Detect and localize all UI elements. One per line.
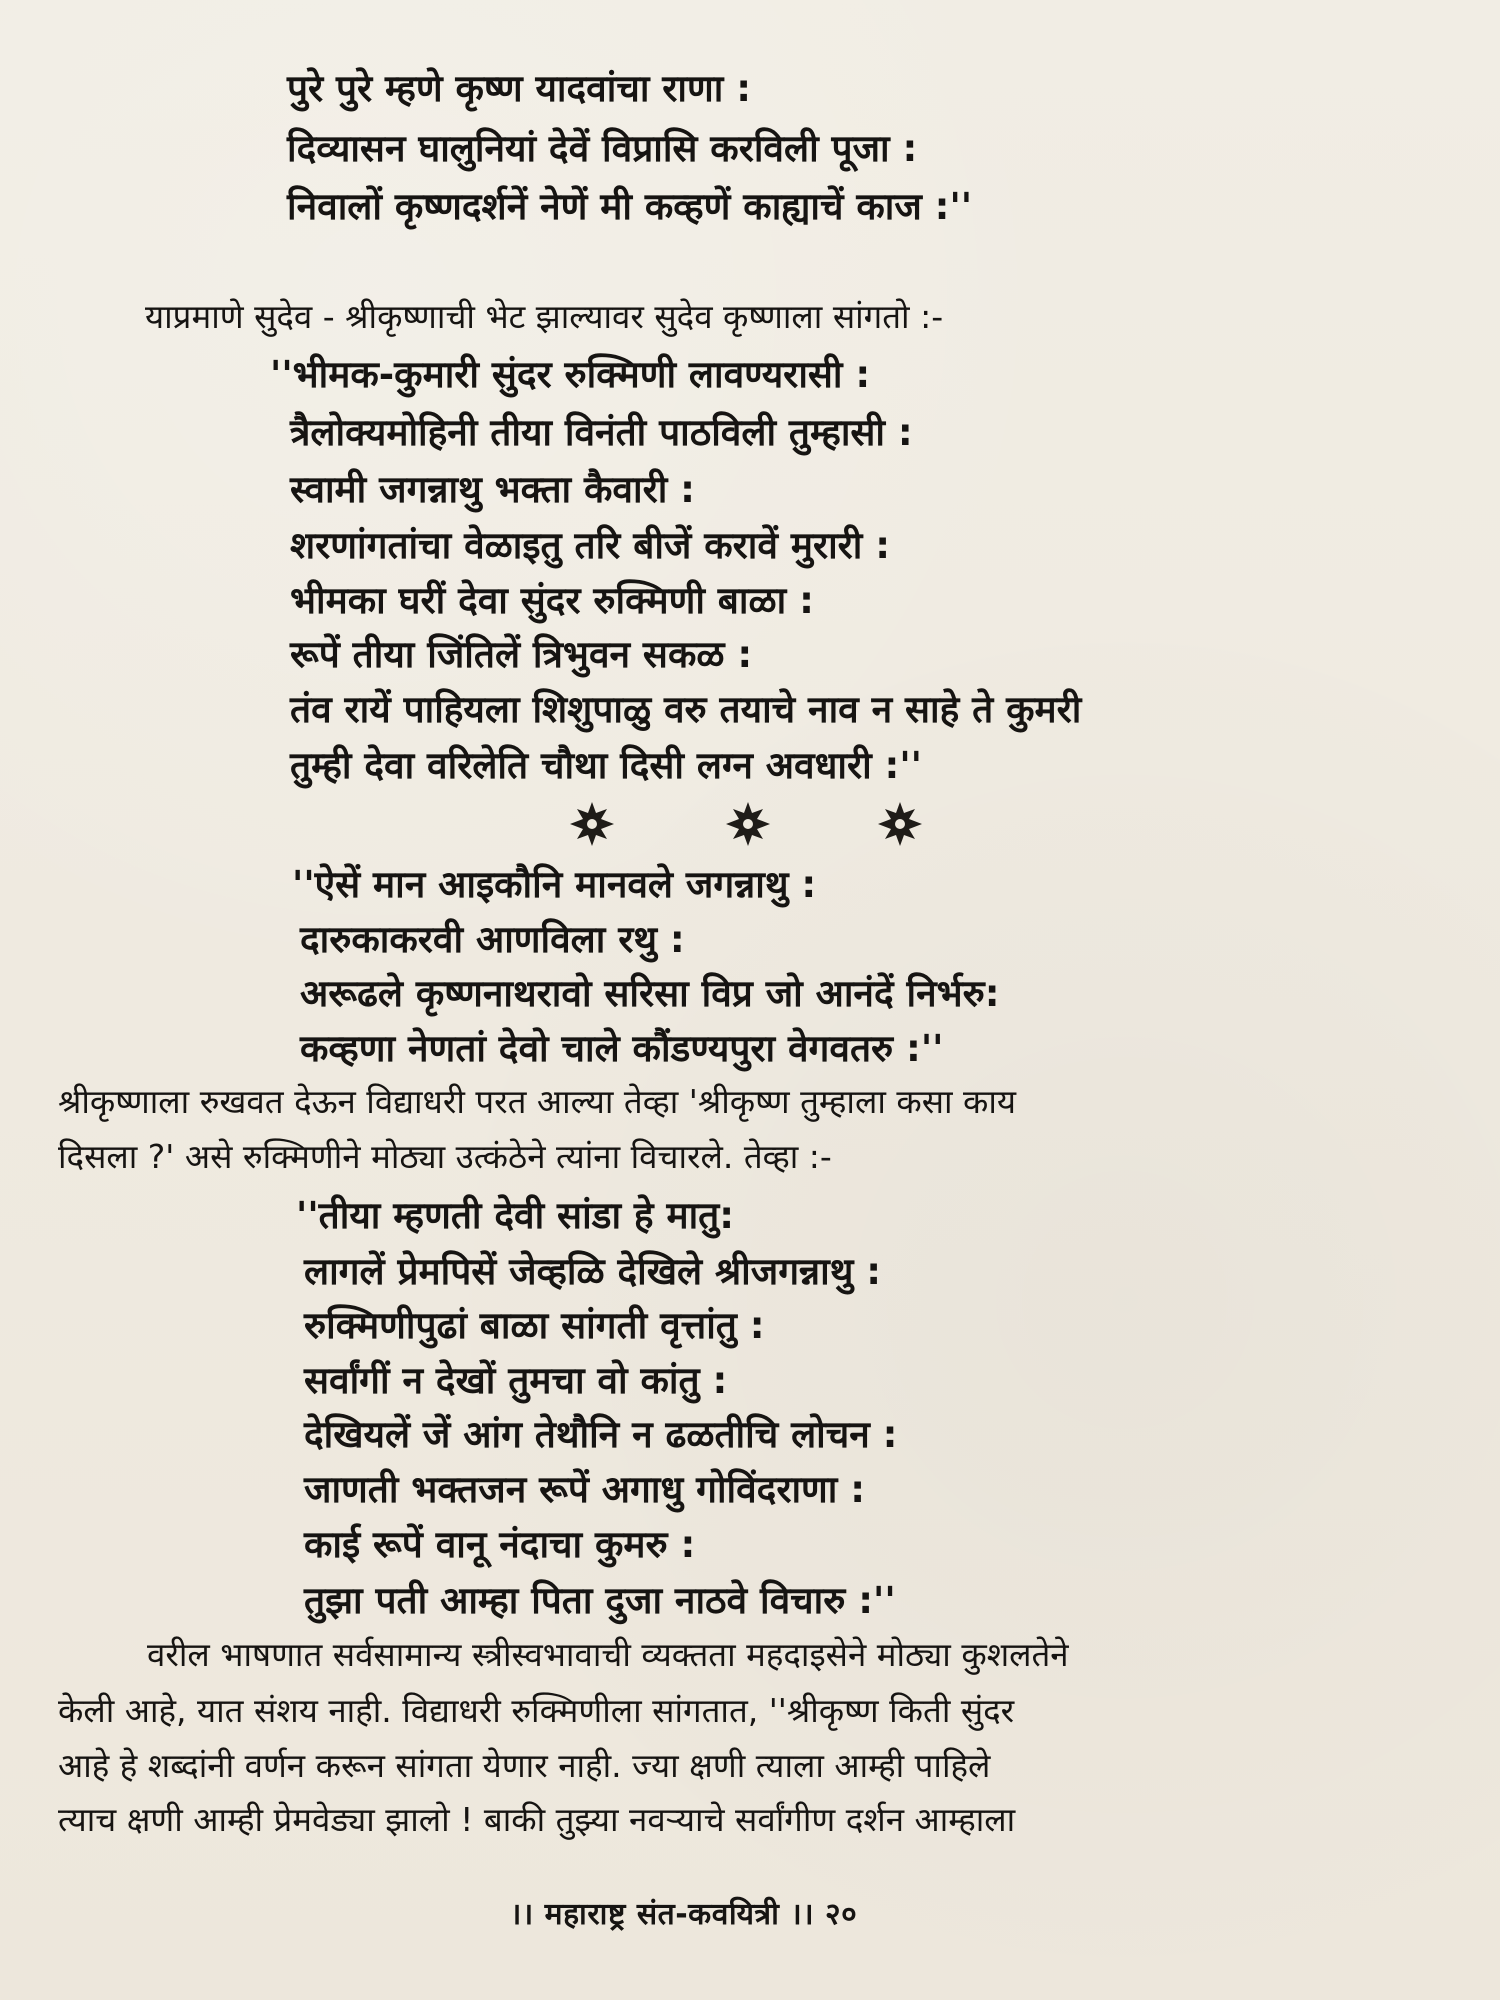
- verse-line-4: ''भीमक-कुमारी सुंदर रुक्मिणी लावण्यरासी :: [270, 353, 871, 396]
- verse-line-8: भीमका घरीं देवा सुंदर रुक्मिणी बाळा :: [290, 579, 814, 622]
- verse-line-1: पुरे पुरे म्हणे कृष्ण यादवांचा राणा :: [287, 67, 752, 110]
- verse-line-22: काई रूपें वानू नंदाचा कुमरु :: [304, 1523, 696, 1566]
- paragraph-line-2: केली आहे, यात संशय नाही. विद्याधरी रुक्मिणीला सांगतात, ''श्रीकृष्ण किती सुंदर: [58, 1691, 1015, 1730]
- verse-line-3: निवालों कृष्णदर्शनें नेणें मी कव्हणें काह्याचें काज :'': [287, 185, 973, 228]
- verse-line-9: रूपें तीया जिंतिलें त्रिभुवन सकळ :: [290, 633, 753, 676]
- verse-line-12: ''ऐसें मान आइकौनि मानवले जगन्नाथु :: [292, 863, 817, 906]
- verse-line-6: स्वामी जगन्नाथु भक्ता कैवारी :: [290, 468, 695, 511]
- verse-line-14: अरूढले कृष्णनाथरावो सरिसा विप्र जो आनंदें निर्भरु:: [300, 972, 1000, 1015]
- ornament-icon: [724, 800, 772, 848]
- verse-line-2: दिव्यासन घालुनियां देवें विप्रासि करविली पूजा :: [287, 127, 918, 170]
- paragraph-line-1: वरील भाषणात सर्वसामान्य स्त्रीस्वभावाची व्यक्तता महदाइसेने मोठ्या कुशलतेने: [147, 1635, 1069, 1674]
- verse-line-11: तुम्ही देवा वरिलेति चौथा दिसी लग्न अवधारी :'': [290, 744, 923, 787]
- verse-line-21: जाणती भक्तजन रूपें अगाधु गोविंदराणा :: [304, 1468, 866, 1511]
- verse-line-5: त्रैलोक्यमोहिनी तीया विनंती पाठविली तुम्हासी :: [290, 411, 913, 454]
- paragraph-line-3: आहे हे शब्दांनी वर्णन करून सांगता येणार नाही. ज्या क्षणी त्याला आम्ही पाहिले: [58, 1746, 991, 1785]
- verse-line-17: लागलें प्रेमपिसें जेव्हळि देखिले श्रीजगन्नाथु :: [304, 1250, 882, 1293]
- verse-line-7: शरणांगतांचा वेळाइतु तरि बीजें करावें मुरारी :: [290, 524, 891, 567]
- verse-line-19: सर्वांगीं न देखों तुमचा वो कांतु :: [304, 1359, 728, 1402]
- page-footer: ।। महाराष्ट्र संत-कवयित्री ।। २०: [510, 1897, 858, 1932]
- prose-intro-line: याप्रमाणे सुदेव - श्रीकृष्णाची भेट झाल्यावर सुदेव कृष्णाला सांगतो :-: [145, 297, 944, 336]
- verse-line-10: तंव रायें पाहियला शिशुपाळु वरु तयाचे नाव न साहे ते कुमरी: [290, 688, 1082, 731]
- verse-line-16: ''तीया म्हणती देवी सांडा हे मातु:: [296, 1194, 735, 1237]
- verse-line-15: कव्हणा नेणतां देवो चाले कौंडण्यपुरा वेगवतरु :'': [300, 1027, 944, 1070]
- verse-line-18: रुक्मिणीपुढां बाळा सांगती वृत्तांतु :: [304, 1304, 765, 1347]
- ornament-icon: [876, 800, 924, 848]
- ornament-row: [568, 800, 928, 856]
- paragraph-line-4: त्याच क्षणी आम्ही प्रेमवेड्या झालो ! बाकी तुझ्या नवऱ्याचे सर्वांगीण दर्शन आम्हाला: [58, 1800, 1016, 1839]
- verse-line-23: तुझा पती आम्हा पिता दुजा नाठवे विचारु :'': [304, 1579, 896, 1622]
- prose-line-1: श्रीकृष्णाला रुखवत देऊन विद्याधरी परत आल्या तेव्हा 'श्रीकृष्ण तुम्हाला कसा काय: [58, 1082, 1017, 1121]
- prose-line-2: दिसला ?' असे रुक्मिणीने मोठ्या उत्कंठेने त्यांना विचारले. तेव्हा :-: [58, 1137, 832, 1176]
- verse-line-13: दारुकाकरवी आणविला रथु :: [300, 918, 685, 961]
- verse-line-20: देखियलें जें आंग तेथौनि न ढळतीचि लोचन :: [304, 1413, 898, 1456]
- ornament-icon: [568, 800, 616, 848]
